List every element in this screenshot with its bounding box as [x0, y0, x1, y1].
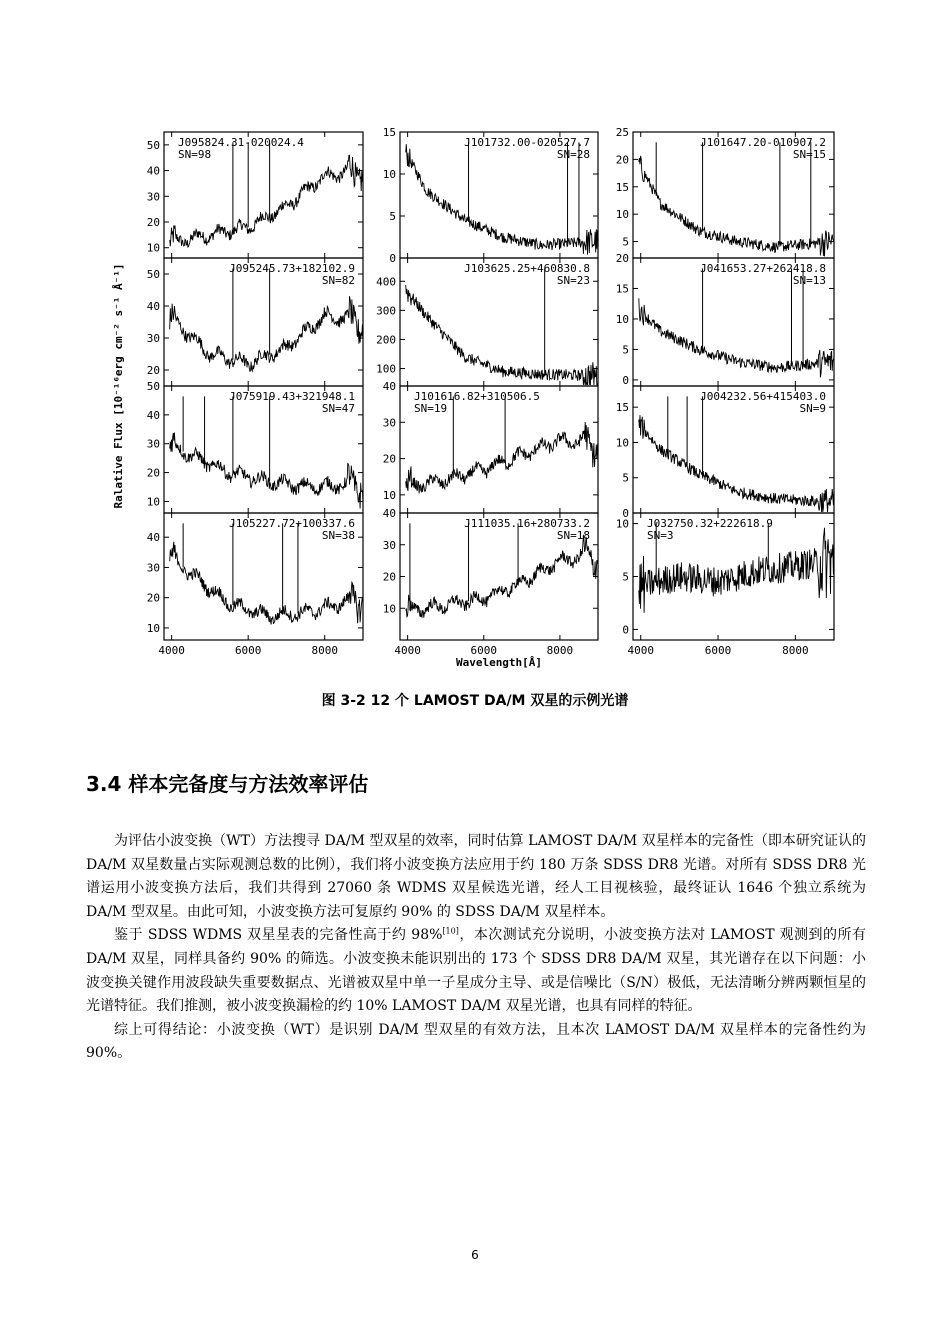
- spectrum-line: [170, 542, 363, 625]
- y-tick-label: 30: [382, 416, 396, 430]
- x-tick-label: 6000: [234, 644, 262, 657]
- panel-sn: SN=19: [414, 402, 448, 415]
- y-tick-label: 15: [615, 401, 629, 415]
- panel-sn: SN=82: [321, 274, 355, 287]
- panel-name: J101732.00-020527.7: [464, 136, 590, 149]
- y-tick-label: 100: [376, 362, 396, 376]
- panel-name: J103625.25+460830.8: [464, 262, 590, 275]
- x-tick-label: 4000: [394, 644, 421, 657]
- panel-sn: SN=15: [792, 148, 826, 161]
- spectrum-line: [170, 433, 363, 509]
- y-tick-label: 200: [376, 333, 396, 347]
- y-tick-label: 20: [146, 216, 160, 229]
- panel-name: J101616.82+310506.5: [414, 390, 540, 403]
- panel-name: J095245.73+182102.9: [229, 262, 355, 275]
- panel-sn: SN=47: [321, 402, 355, 415]
- spectrum-line: [406, 535, 598, 618]
- y-tick-label: 0: [389, 252, 396, 265]
- y-tick-label: 5: [622, 235, 629, 249]
- page-number: 6: [471, 1248, 479, 1262]
- spectrum-line: [170, 296, 363, 372]
- paragraph-3: 综上可得结论：小波变换（WT）是识别 DA/M 型双星的有效方法，且本次 LAMOST DA/M 双星样本的完备性约为 90%。: [86, 1021, 866, 1062]
- y-tick-label: 5: [389, 210, 396, 223]
- y-tick-label: 40: [382, 507, 396, 520]
- x-tick-label: 4000: [158, 644, 185, 657]
- y-tick-label: 0: [622, 373, 629, 387]
- body-text: [86, 830, 866, 1066]
- y-tick-label: 10: [382, 602, 396, 616]
- panel-sn: SN=98: [178, 148, 212, 161]
- y-tick-label: 40: [146, 531, 160, 545]
- figure-caption: 图 3-2 12 个 LAMOST DA/M 双星的示例光谱: [321, 693, 629, 709]
- y-axis-title: Ralative Flux [10⁻¹⁶erg cm⁻² s⁻¹ Å⁻¹]: [112, 263, 125, 509]
- panel-sn: SN=18: [556, 529, 590, 542]
- x-tick-label: 6000: [704, 644, 732, 657]
- y-tick-label: 20: [146, 466, 160, 480]
- panel-sn: SN=3: [647, 529, 674, 542]
- y-tick-label: 10: [146, 621, 160, 635]
- spectra-figure: [100, 120, 860, 680]
- spectrum-line: [639, 298, 834, 377]
- y-tick-label: 30: [146, 332, 160, 345]
- x-tick-label: 8000: [782, 644, 809, 657]
- spectrum-line: [170, 155, 363, 247]
- y-tick-label: 10: [146, 241, 160, 255]
- paragraph-2: [86, 924, 866, 1018]
- x-tick-label: 4000: [627, 644, 654, 657]
- y-tick-label: 40: [146, 408, 160, 422]
- y-tick-label: 15: [615, 282, 629, 296]
- citation-ref: [10]: [442, 926, 459, 936]
- panel-name: J101647.20-010907.2: [700, 136, 826, 149]
- y-tick-label: 300: [376, 304, 396, 318]
- panel-name: J095824.31-020024.4: [178, 136, 304, 149]
- y-tick-label: 0: [622, 507, 629, 520]
- panel-sn: SN=9: [799, 402, 826, 415]
- panel-name: J041653.27+262418.8: [700, 262, 826, 275]
- panel-sn: SN=38: [321, 529, 355, 542]
- y-tick-label: 30: [146, 190, 160, 204]
- panel-name: J111035.16+280733.2: [464, 517, 590, 530]
- y-tick-label: 30: [146, 437, 160, 451]
- spectrum-line: [639, 156, 834, 257]
- panel-name: J004232.56+415403.0: [700, 390, 826, 403]
- y-tick-label: 10: [615, 208, 629, 222]
- y-tick-label: 10: [615, 436, 629, 450]
- y-tick-label: 40: [146, 300, 160, 313]
- y-tick-label: 400: [376, 275, 396, 289]
- y-tick-label: 10: [382, 488, 396, 502]
- y-tick-label: 50: [146, 268, 160, 281]
- y-tick-label: 15: [615, 180, 629, 194]
- x-tick-label: 6000: [470, 644, 498, 657]
- paragraph-1: 为评估小波变换（WT）方法搜寻 DA/M 型双星的效率，同时估算 LAMOST DA/M 双星样本的完备性（即本研究证认的 DA/M 双星数量占实际观测总数的比例），我们将小波变换方法应用于约 180 万条 SDSS DR8 光谱。对所有 SDSS DR8 光谱运用小波变换方法后，我们共得到 27060 条 WDMS 双星候选光谱，经人工目视核验，最终证认 1646 个独立系统为 DA/M 型双星。由此可知，小波变换方法可复原约 90% 的 SDSS DA/M 双星样本。: [86, 833, 866, 920]
- panel-sn: SN=23: [556, 274, 590, 287]
- y-tick-label: 10: [146, 495, 160, 509]
- y-tick-label: 50: [146, 380, 160, 393]
- y-tick-label: 50: [146, 138, 160, 152]
- y-tick-label: 10: [615, 312, 629, 326]
- y-tick-label: 0: [622, 623, 629, 637]
- y-tick-label: 20: [382, 452, 396, 466]
- panel-name: J075919.43+321948.1: [229, 390, 355, 403]
- y-tick-label: 5: [622, 570, 629, 584]
- y-tick-label: 30: [146, 561, 160, 575]
- y-tick-label: 20: [382, 570, 396, 584]
- y-tick-label: 25: [615, 126, 629, 139]
- y-tick-label: 20: [615, 153, 629, 167]
- y-tick-label: 40: [146, 164, 160, 178]
- y-tick-label: 30: [382, 538, 396, 552]
- x-axis-title: Wavelength[Å]: [455, 656, 543, 669]
- y-tick-label: 15: [382, 126, 396, 139]
- paragraph-2-part-b: ，本次测试充分说明，小波变换方法对 LAMOST 观测到的所有 DA/M 双星，同样具备约 90% 的筛选。小波变换未能识别出的 173 个 SDSS DR8 DA/M 双星，其光谱存在以下问题：小波变换关键作用波段缺失重要数据点、光谱被双星中单一子星成分主导、或是信噪比（S/N）极低，无法清晰分辨两颗恒星的光谱特征。我们推测，被小波变换漏检的约 10% LAMOST DA/M 双星光谱，也具有同样的特征。: [86, 927, 866, 1015]
- y-tick-label: 20: [146, 364, 160, 377]
- panel-name: J105227.72+100337.6: [229, 517, 355, 530]
- spectra-grid-chart: [100, 120, 860, 680]
- panel-name: J032750.32+222618.9: [647, 517, 773, 530]
- y-tick-label: 10: [615, 517, 629, 531]
- spectrum-line: [406, 422, 598, 493]
- paragraph-2-part-a: 鉴于 SDSS WDMS 双星星表的完备性高于约 98%: [114, 927, 443, 944]
- y-tick-label: 5: [622, 343, 629, 357]
- x-tick-label: 8000: [311, 644, 338, 657]
- y-tick-label: 5: [622, 471, 629, 485]
- section-title: 3.4 样本完备度与方法效率评估: [86, 772, 369, 796]
- y-tick-label: 20: [146, 591, 160, 605]
- panel-sn: SN=28: [556, 148, 590, 161]
- x-tick-label: 8000: [546, 644, 574, 657]
- panel-sn: SN=13: [792, 274, 826, 287]
- spectrum-line: [406, 285, 598, 385]
- y-tick-label: 10: [382, 168, 396, 181]
- y-tick-label: 40: [382, 380, 396, 393]
- y-tick-label: 20: [615, 252, 629, 265]
